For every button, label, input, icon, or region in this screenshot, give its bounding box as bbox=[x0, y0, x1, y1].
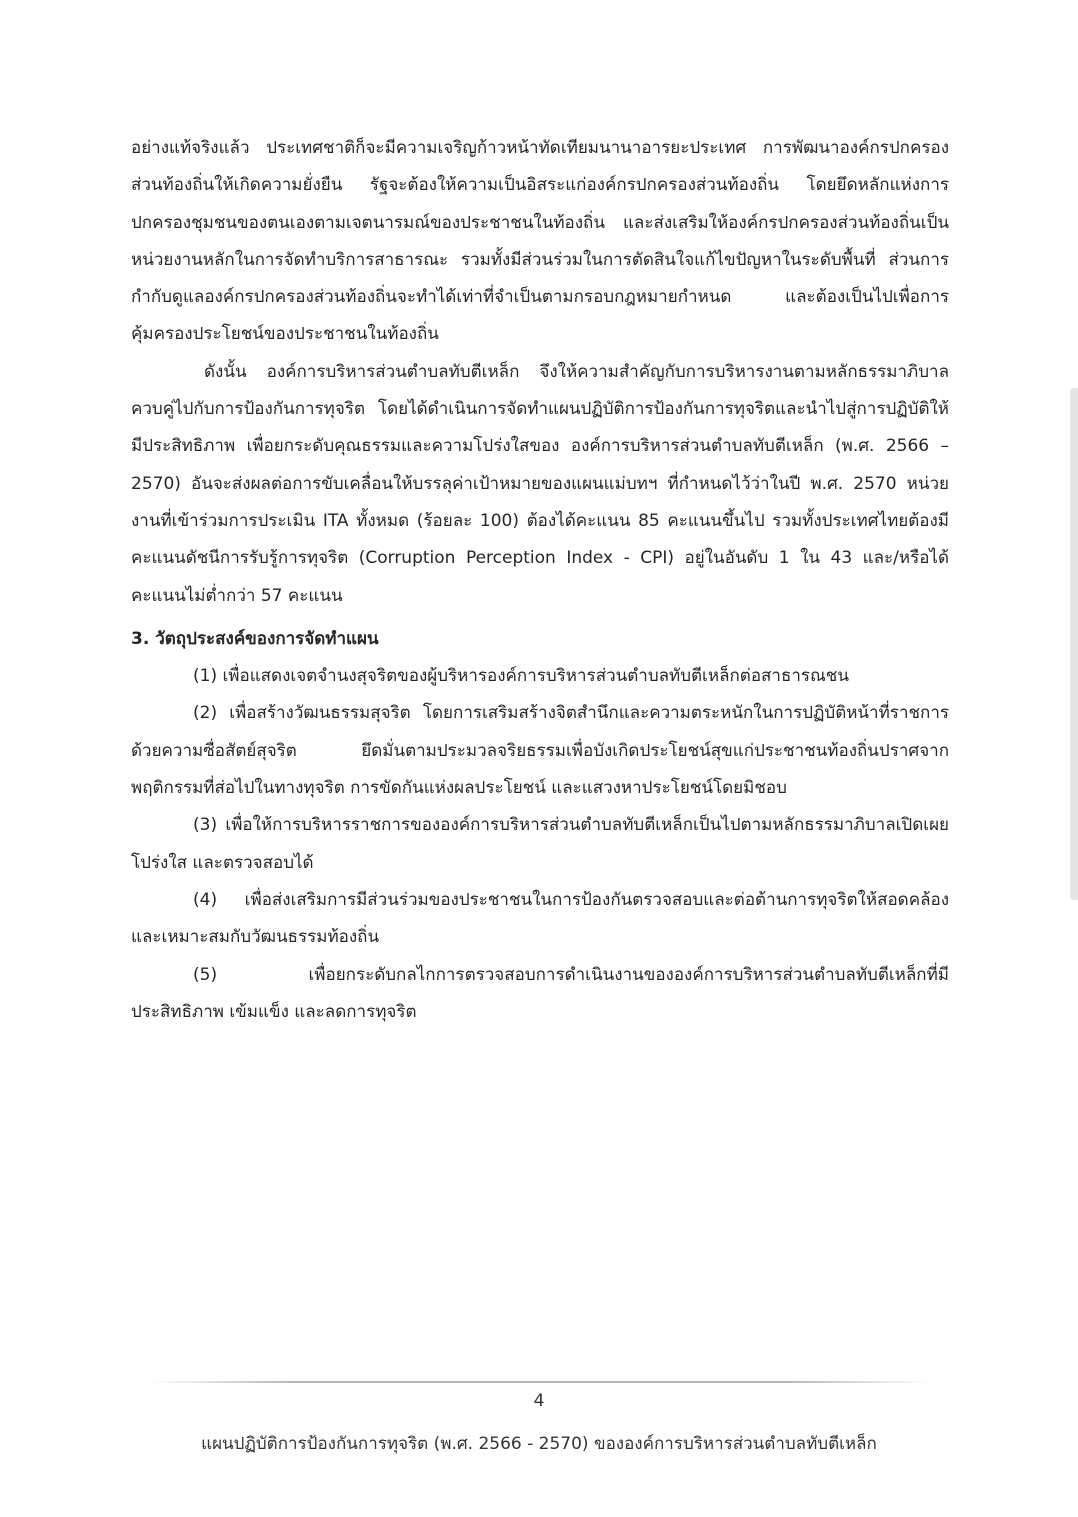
objective-item-4: (4) เพื่อส่งเสริมการมีส่วนร่วมของประชาชนในการป้องกันตรวจสอบและต่อต้านการทุจริตให้สอดคล้องและเหมาะสมกับวัฒนธรรมท้องถิ่น bbox=[131, 889, 949, 948]
objective-item-2: (2) เพื่อสร้างวัฒนธรรมสุจริต โดยการเสริมสร้างจิตสำนึกและความตระหนักในการปฏิบัติหน้าที่ราชการด้วยความซื่อสัตย์สุจริต ยึดมั่นตามประมวลจริยธรรมเพื่อบังเกิดประโยชน์สุขแก่ประชาชนท้องถิ่นปราศจากพฤติกรรมที่ส่อไปในทางทุจริต การขัดกันแห่งผลประโยชน์ และแสวงหาประโยชน์โดยมิชอบ bbox=[131, 703, 949, 799]
paragraph-therefore: ดังนั้น องค์การบริหารส่วนตำบลทับตีเหล็ก จึงให้ความสำคัญกับการบริหารงานตามหลักธรรมาภิบาลควบคู่ไปกับการป้องกันการทุจริต โดยได้ดำเนินการจัดทำแผนปฏิบัติการป้องกันการทุจริตและนำไปสู่การปฏิบัติให้มีประสิทธิภาพ เพื่อยกระดับคุณธรรมและความโปร่งใสของ องค์การบริหารส่วนตำบลทับตีเหล็ก (พ.ศ. 2566 – 2570) อันจะส่งผลต่อการขับเคลื่อนให้บรรลุค่าเป้าหมายของแผนแม่บทฯ ที่กำหนดไว้ว่าในปี พ.ศ. 2570 หน่วยงานที่เข้าร่วมการประเมิน ITA ทั้งหมด (ร้อยละ 100) ต้องได้คะแนน 85 คะแนนขึ้นไป รวมทั้งประเทศไทยต้องมีคะแนนดัชนีการรับรู้การทุจริต (Corruption Perception Index - CPI) อยู่ในอันดับ 1 ใน 43 และ/หรือได้คะแนนไม่ต่ำกว่า 57 คะแนน bbox=[131, 361, 949, 606]
footer-title: แผนปฏิบัติการป้องกันการทุจริต (พ.ศ. 2566 - 2570) ขององค์การบริหารส่วนตำบลทับตีเหล็ก bbox=[201, 1434, 877, 1454]
objective-item-5: (5) เพื่อยกระดับกลไกการตรวจสอบการดำเนินงานขององค์การบริหารส่วนตำบลทับตีเหล็กที่มีประสิทธิภาพ เข้มแข็ง และลดการทุจริต bbox=[131, 964, 949, 1022]
paragraph-intro: อย่างแท้จริงแล้ว ประเทศชาติก็จะมีความเจริญก้าวหน้าทัดเทียมนานาอารยะประเทศ การพัฒนาองค์กรปกครองส่วนท้องถิ่นให้เกิดความยั่งยืน รัฐจะต้องให้ความเป็นอิสระแก่องค์กรปกครองส่วนท้องถิ่น โดยยึดหลักแห่งการปกครองชุมชนของตนเองตามเจตนารมณ์ของประชาชนในท้องถิ่น และส่งเสริมให้องค์กรปกครองส่วนท้องถิ่นเป็นหน่วยงานหลักในการจัดทำบริการสาธารณะ รวมทั้งมีส่วนร่วมในการตัดสินใจแก้ไขปัญหาในระดับพื้นที่ ส่วนการกำกับดูแลองค์กรปกครองส่วนท้องถิ่นจะทำได้เท่าที่จำเป็นตามกรอบกฎหมายกำหนด และต้องเป็นไปเพื่อการคุ้มครองประโยชน์ของประชาชนในท้องถิ่น bbox=[131, 138, 949, 345]
section-3-heading: 3. วัตถุประสงค์ของการจัดทำแผน bbox=[131, 628, 379, 649]
page-number: 4 bbox=[533, 1391, 545, 1411]
scrollbar[interactable] bbox=[1070, 388, 1078, 900]
objective-item-1: (1) เพื่อแสดงเจตจำนงสุจริตของผู้บริหารองค์การบริหารส่วนตำบลทับตีเหล็กต่อสาธารณชน bbox=[193, 666, 849, 687]
objective-item-3: (3) เพื่อให้การบริหารราชการขององค์การบริหารส่วนตำบลทับตีเหล็กเป็นไปตามหลักธรรมาภิบาลเปิดเผย โปร่งใส และตรวจสอบได้ bbox=[131, 815, 949, 873]
document-body bbox=[131, 130, 949, 1031]
footer-divider bbox=[150, 1381, 930, 1383]
